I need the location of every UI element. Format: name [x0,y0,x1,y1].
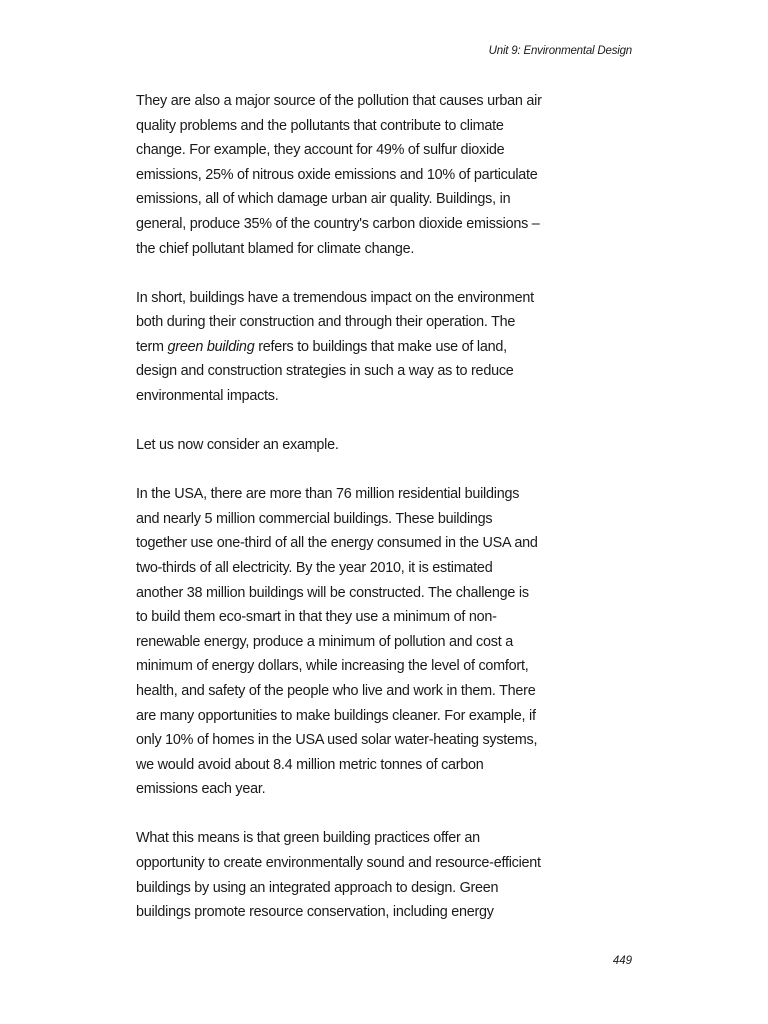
line-text: change. For example, they account for 49% of sulfur dioxide [136,142,505,159]
line-text: to build them eco-smart in that they use a minimum of non- [136,609,497,626]
text-line [136,531,546,556]
text-line [136,630,546,655]
line-text: emissions, 25% of nitrous oxide emissions and 10% of particulate [136,166,538,183]
text-line [136,556,546,581]
line-text: refers to buildings that make use of land, [254,338,507,355]
text-line [136,433,546,458]
line-text: only 10% of homes in the USA used solar water-heating systems, [136,732,538,749]
paragraph [136,433,546,458]
text-line [136,138,546,163]
text-line [136,876,546,901]
text-line [136,89,546,114]
text-line [136,679,546,704]
paragraph [136,826,546,924]
text-line [136,851,546,876]
line-text: quality problems and the pollutants that contribute to climate [136,117,504,134]
line-text: general, produce 35% of the country's carbon dioxide emissions – [136,215,540,232]
text-line [136,384,546,409]
line-text: opportunity to create environmentally sound and resource-efficient [136,855,541,872]
line-text: minimum of energy dollars, while increasing the level of comfort, [136,658,529,675]
text-line [136,826,546,851]
page-number: 449 [612,955,632,967]
text-line [136,335,546,360]
running-header: Unit 9: Environmental Design [488,45,632,57]
line-text: emissions, all of which damage urban air quality. Buildings, in [136,191,511,208]
text-line [136,163,546,188]
paragraph [136,286,546,409]
body-text [136,89,546,949]
paragraph [136,89,546,261]
text-line [136,310,546,335]
line-text: health, and safety of the people who live and work in them. There [136,682,536,699]
text-line [136,286,546,311]
text-line [136,114,546,139]
text-line [136,900,546,925]
text-line [136,507,546,532]
line-text: In short, buildings have a tremendous impact on the environment [136,289,534,306]
emphasized-term: green building [167,338,255,355]
line-text: They are also a major source of the pollution that causes urban air [136,93,542,109]
line-text: Let us now consider an example. [136,437,339,454]
text-line [136,581,546,606]
line-text: buildings by using an integrated approach to design. Green [136,879,499,896]
text-line [136,187,546,212]
line-text: term [136,338,168,355]
line-text: we would avoid about 8.4 million metric tonnes of carbon [136,756,484,773]
line-text: What this means is that green building practices offer an [136,830,480,847]
text-line [136,654,546,679]
line-text: design and construction strategies in such a way as to reduce [136,363,514,380]
text-line [136,359,546,384]
text-line [136,753,546,778]
line-text: emissions each year. [136,781,266,798]
line-text: the chief pollutant blamed for climate change. [136,240,415,257]
line-text: renewable energy, produce a minimum of pollution and cost a [136,633,513,650]
line-text: and nearly 5 million commercial buildings. These buildings [136,510,493,527]
text-line [136,777,546,802]
line-text: In the USA, there are more than 76 million residential buildings [136,486,520,503]
paragraph [136,482,546,802]
text-line [136,704,546,729]
line-text: buildings promote resource conservation, including energy [136,904,494,921]
text-line [136,212,546,237]
text-line [136,728,546,753]
line-text: environmental impacts. [136,388,279,405]
line-text: both during their construction and through their operation. The [136,314,516,331]
text-line [136,237,546,262]
line-text: are many opportunities to make buildings cleaner. For example, if [136,707,536,724]
line-text: another 38 million buildings will be constructed. The challenge is [136,584,529,601]
line-text: two-thirds of all electricity. By the year 2010, it is estimated [136,560,493,576]
text-line [136,605,546,630]
text-line [136,482,546,507]
line-text: together use one-third of all the energy consumed in the USA and [136,535,538,552]
